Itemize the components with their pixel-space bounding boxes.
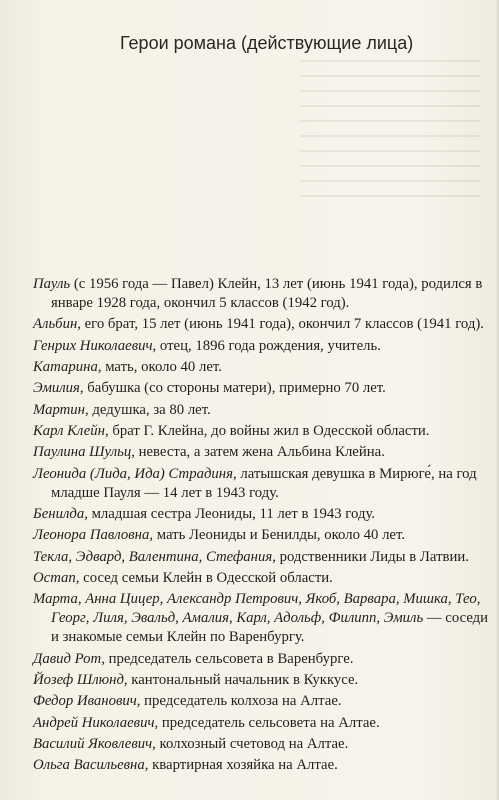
character-name: Андрей Николаевич (33, 714, 155, 731)
character-description: , младшая сестра Леониды, 11 лет в 1943 году. (84, 506, 376, 523)
character-entry (33, 569, 491, 588)
character-name: Остап (33, 570, 76, 586)
character-entry (33, 315, 491, 334)
character-entry (33, 379, 491, 398)
character-name: Леонида (Лида, Ида) Страдиня (33, 465, 233, 482)
character-description: , мать Леониды и Бенилды, около 40 лет. (149, 527, 406, 544)
character-entry (33, 692, 491, 711)
character-description: , председатель сельсовета в Варенбурге. (101, 650, 354, 667)
character-description: , дедушка, за 80 лет. (84, 401, 211, 418)
character-description: , отец, 1896 года рождения, учитель. (152, 337, 381, 354)
character-entry (33, 275, 491, 313)
character-name: Карл Клейн (33, 423, 105, 439)
character-description: , родственники Лиды в Латвии. (272, 548, 469, 565)
character-entry (33, 756, 491, 775)
character-name: Йозеф Шлюнд (33, 672, 124, 689)
character-name: Пауль (33, 276, 71, 292)
character-entry (33, 526, 491, 545)
character-description: , квартирная хозяйка на Алтае. (144, 757, 338, 774)
character-entry (33, 401, 491, 420)
character-entry (33, 465, 491, 503)
character-description: , председатель сельсовета на Алтае. (154, 714, 380, 731)
character-entry (33, 443, 491, 462)
character-entry (33, 505, 491, 524)
character-name: Давид Рот (33, 650, 102, 667)
character-description: (с 1956 года — Павел) Клейн, 13 лет (июнь 1941 года), родился в январе 1928 года, окончил 5 классов (1942 год). (51, 276, 483, 312)
character-description: , его брат, 15 лет (июнь 1941 года), окончил 7 классов (1941 год). (77, 316, 484, 333)
character-entry (33, 671, 491, 690)
character-name: Альбин (33, 316, 78, 333)
character-list (33, 275, 491, 775)
character-name: Марта, Анна Цицер, Александр Петрович, Якоб, Варвара, Мишка, Тео, Георг, Лиля, Эвальд, Амалия, Карл, Адольф, Филипп, Эмиль (33, 591, 481, 627)
character-name: Катарина (33, 359, 98, 376)
character-name: Федор Иванович (33, 693, 137, 710)
character-description: , бабушка (со стороны матери), примерно 70 лет. (79, 380, 386, 397)
character-entry (33, 337, 491, 356)
character-entry (33, 422, 491, 441)
character-description: , кантональный начальник в Куккусе. (123, 672, 359, 689)
character-description: , невеста, а затем жена Альбина Клейна. (131, 444, 385, 461)
character-description: — соседи и знакомые семьи Клейн по Варенбургу. (51, 610, 489, 646)
character-description: , латышская девушка в Мирюге́, на год младше Пауля — 14 лет в 1943 году. (51, 465, 477, 501)
page-edge-shadow (495, 0, 499, 800)
character-entry (33, 650, 491, 669)
character-name: Текла, Эдвард, Валентина, Стефания (33, 548, 273, 565)
character-description: , колхозный счетовод на Алтае. (152, 736, 349, 753)
character-name: Паулина Шульц (33, 444, 132, 461)
character-entry (33, 358, 491, 377)
character-name: Эмилия (33, 380, 80, 397)
show-through-texture (300, 60, 480, 260)
character-name: Василий Яковлевич (33, 736, 153, 753)
character-entry (33, 590, 491, 647)
character-name: Бенилда (33, 506, 85, 523)
character-entry (33, 548, 491, 567)
character-name: Ольга Васильевна (33, 757, 145, 774)
character-name: Генрих Николаевич (33, 337, 153, 354)
character-description: , сосед семьи Клейн в Одесской области. (75, 570, 333, 586)
character-description: , председатель колхоза на Алтае. (136, 693, 342, 710)
character-entry (33, 714, 491, 733)
character-description: , мать, около 40 лет. (97, 359, 222, 376)
page-title: Герои романа (действующие лица) (120, 33, 414, 53)
character-name: Леонора Павловна (33, 527, 150, 544)
character-name: Мартин (33, 401, 85, 418)
character-entry (33, 735, 491, 754)
character-description: , брат Г. Клейна, до войны жил в Одесской области. (104, 423, 430, 439)
